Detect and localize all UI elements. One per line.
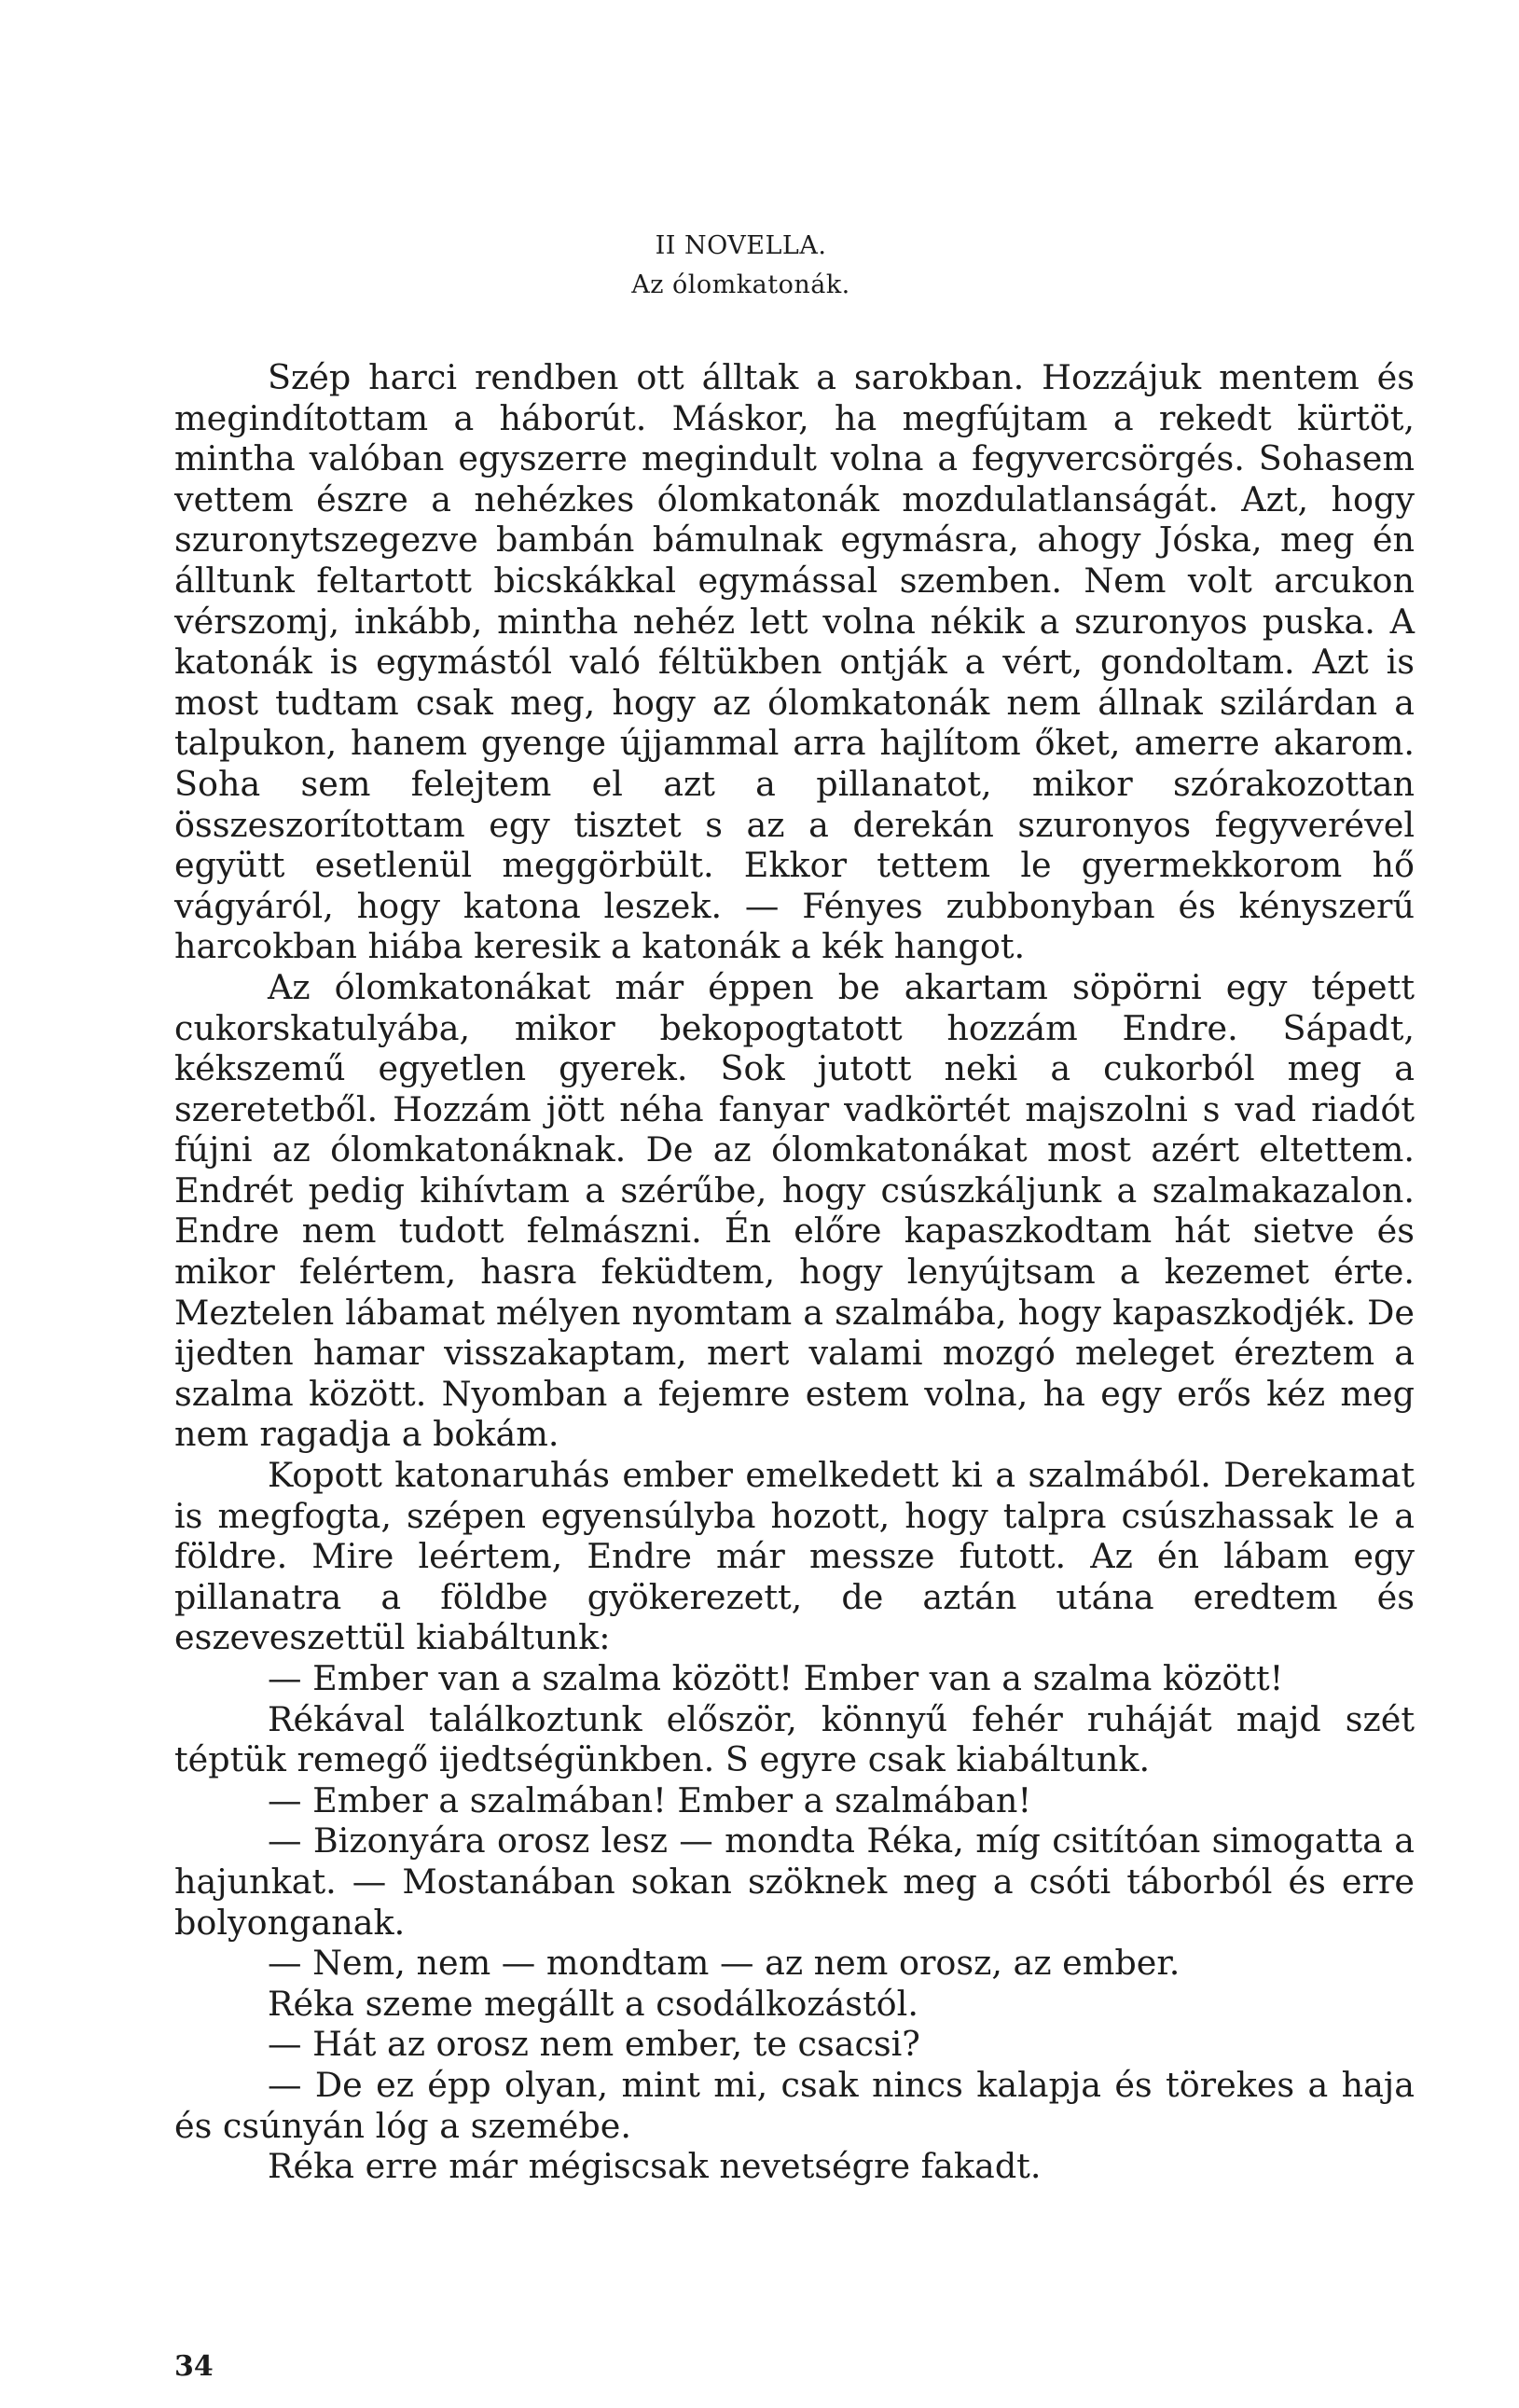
paragraph: Az ólomkatonákat már éppen be akartam söpörni egy tépett cukorskatulyába, mikor bekopogtatott hozzám Endre. Sápadt, kékszemű egyetlen gyerek. Sok jutott neki a cukorból meg a szeretetből. Hozzám jött néha fanyar vadkörtét majszolni s vad riadót fújni az ólomkatonáknak. De az ólomkatonákat most azért eltettem. Endrét pedig kihívtam a szérűbe, hogy csúszkáljunk a szalmakazalon. Endre nem tudott felmászni. Én előre kapaszkodtam hát sietve és mikor felértem, hasra feküdtem, hogy lenyújtsam a kezemet érte. Meztelen lábamat mélyen nyomtam a szalmába, hogy kapaszkodjék. De ijedten hamar visszakaptam, mert valami mozgó meleget éreztem a szalma között. Nyomban a fejemre estem volna, ha egy erős kéz meg nem ragadja a bokám. — [174, 966, 1415, 1455]
dialog-line: — Hát az orosz nem ember, te csacsi? — [268, 2024, 920, 2065]
story-body — [174, 357, 1415, 2187]
paragraph: Rékával találkoztunk először, könnyű fehér ruháját majd szét téptük remegő ijedtségünkben. S egyre csak kiabáltunk. — [174, 1698, 1415, 1780]
paragraph: Réka szeme megállt a csodálkozástól. — [268, 1983, 918, 2024]
story-title: Az ólomkatonák. — [631, 270, 850, 299]
paragraph: Szép harci rendben ott álltak a sarokban. Hozzájuk mentem és megindítottam a háborút. Máskor, ha megfújtam a rekedt kürtöt, mintha valóban egyszerre megindult volna a fegyvercsörgés. Sohasem vettem észre a nehézkes ólomkatonák mozdulatlanságát. Azt, hogy szuronytszegezve bambán bámulnak egymásra, ahogy Jóska, meg én álltunk feltartott bicskákkal egymással szemben. Nem volt arcukon vérszomj, inkább, mintha nehéz lett volna nékik a szuronyos puska. A katonák is egymástól való féltükben ontják a vért, gondoltam. Azt is most tudtam csak meg, hogy az ólomkatonák nem állnak szilárdan a talpukon, hanem gyenge újjammal arra hajlítom őket, amerre akarom. Soha sem felejtem el azt a pillanatot, mikor szórakozottan összeszorítottam egy tisztet s az a derekán szuronyos fegyverével együtt esetlenül meggörbült. Ekkor tettem le gyermekkorom hő vágyáról, hogy katona leszek. — Fényes zubbonyban és kényszerű harcokban hiába keresik a katonák a kék hangot. — [174, 357, 1415, 967]
dialog-line: — Ember van a szalma között! Ember van a szalma között! — [268, 1658, 1284, 1698]
dialog-line: — Ember a szalmában! Ember a szalmában! — [268, 1779, 1032, 1820]
paragraph: Réka erre már mégiscsak nevetségre fakadt. — [268, 2146, 1042, 2187]
dialog-line: — Nem, nem — mondtam — az nem orosz, az ember. — [268, 1943, 1181, 1984]
page-number: 34 — [174, 2350, 214, 2383]
dialog-line: — De ez épp olyan, mint mi, csak nincs kalapja és törekes a haja és csúnyán lóg a szemébe. — [174, 2064, 1415, 2146]
dialog-line: — Bizonyára orosz lesz — mondta Réka, míg csitítóan simogatta a hajunkat. — Mostanában sokan szöknek meg a csóti táborból és erre bolyonganak. — [174, 1820, 1415, 1943]
chapter-label: II NOVELLA. — [655, 231, 827, 260]
paragraph: Kopott katonaruhás ember emelkedett ki a szalmából. Derekamat is megfogta, szépen egyensúlyba hozott, hogy talpra csúszhassak le a földre. Mire leértem, Endre már messze futott. Az én lábam egy pillanatra a földbe gyökerezett, de aztán utána eredtem és eszeveszettül kiabáltunk: — [174, 1455, 1415, 1658]
